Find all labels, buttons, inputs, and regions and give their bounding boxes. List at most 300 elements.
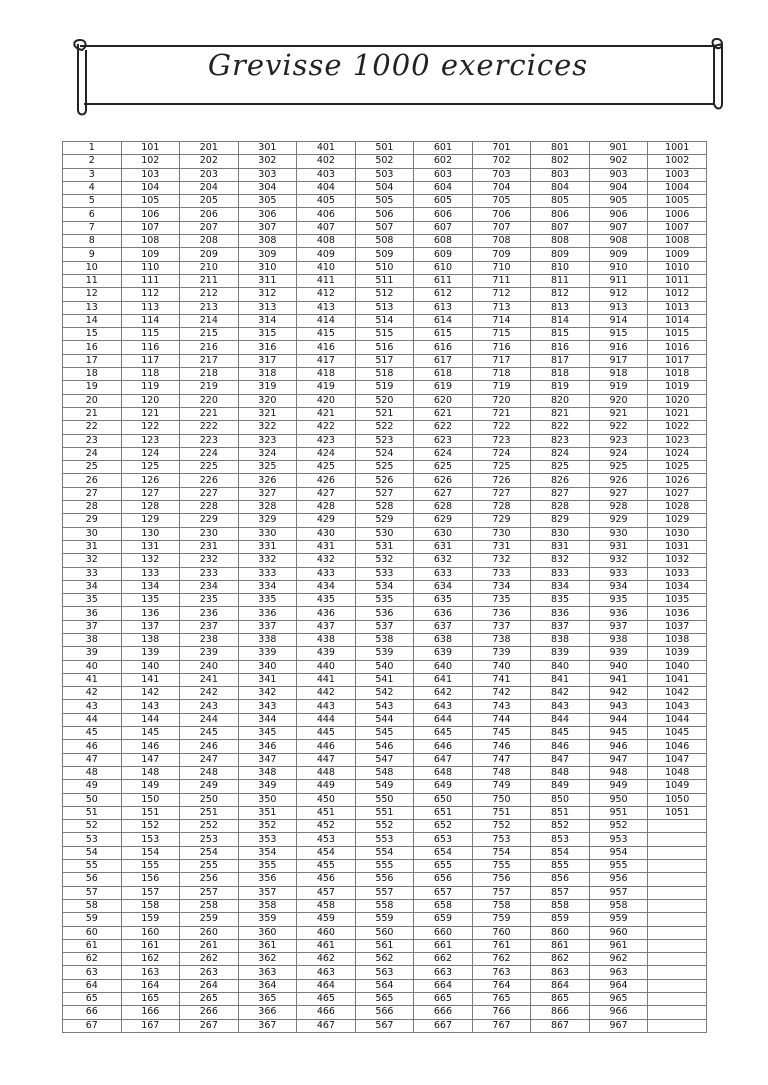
table-cell: 346 (238, 740, 297, 753)
table-cell: 49 (63, 780, 122, 793)
table-cell: 317 (238, 354, 297, 367)
table-cell (648, 820, 707, 833)
table-cell: 458 (297, 899, 356, 912)
table-cell: 832 (531, 554, 590, 567)
table-cell: 1025 (648, 461, 707, 474)
table-row (63, 261, 707, 274)
table-cell: 35 (63, 594, 122, 607)
table-cell (648, 966, 707, 979)
table-cell: 460 (297, 926, 356, 939)
table-cell: 907 (589, 221, 648, 234)
table-cell: 119 (121, 381, 180, 394)
table-cell: 321 (238, 407, 297, 420)
table-cell: 819 (531, 381, 590, 394)
table-cell: 960 (589, 926, 648, 939)
table-cell: 452 (297, 820, 356, 833)
table-row (63, 514, 707, 527)
table-cell: 1017 (648, 354, 707, 367)
table-cell: 1042 (648, 687, 707, 700)
table-cell: 834 (531, 580, 590, 593)
table-cell: 944 (589, 713, 648, 726)
table-cell: 22 (63, 421, 122, 434)
table-cell: 511 (355, 274, 414, 287)
table-cell: 464 (297, 979, 356, 992)
table-cell: 237 (180, 620, 239, 633)
table-cell: 440 (297, 660, 356, 673)
table-cell: 159 (121, 913, 180, 926)
table-cell: 911 (589, 274, 648, 287)
table-cell: 455 (297, 860, 356, 873)
table-cell: 925 (589, 461, 648, 474)
table-cell: 755 (472, 860, 531, 873)
table-cell: 946 (589, 740, 648, 753)
table-cell: 857 (531, 886, 590, 899)
table-cell: 713 (472, 301, 531, 314)
table-cell: 436 (297, 607, 356, 620)
table-cell: 660 (414, 926, 473, 939)
table-cell: 752 (472, 820, 531, 833)
table-cell: 559 (355, 913, 414, 926)
table-cell: 562 (355, 953, 414, 966)
table-cell: 864 (531, 979, 590, 992)
table-cell: 941 (589, 673, 648, 686)
table-cell (648, 979, 707, 992)
table-cell: 439 (297, 647, 356, 660)
table-cell: 540 (355, 660, 414, 673)
table-cell: 308 (238, 235, 297, 248)
table-cell: 1051 (648, 806, 707, 819)
table-cell: 33 (63, 567, 122, 580)
table-cell: 723 (472, 434, 531, 447)
table-cell: 45 (63, 727, 122, 740)
table-cell: 1002 (648, 155, 707, 168)
table-cell: 232 (180, 554, 239, 567)
table-cell: 343 (238, 700, 297, 713)
table-cell: 761 (472, 939, 531, 952)
table-cell: 122 (121, 421, 180, 434)
table-cell: 350 (238, 793, 297, 806)
table-row (63, 860, 707, 873)
table-cell: 410 (297, 261, 356, 274)
table-cell: 720 (472, 394, 531, 407)
table-cell: 7 (63, 221, 122, 234)
table-cell: 712 (472, 288, 531, 301)
table-cell: 751 (472, 806, 531, 819)
table-cell: 736 (472, 607, 531, 620)
table-cell: 903 (589, 168, 648, 181)
table-cell: 446 (297, 740, 356, 753)
table-row (63, 993, 707, 1006)
table-cell: 808 (531, 235, 590, 248)
table-cell: 241 (180, 673, 239, 686)
table-cell: 1001 (648, 142, 707, 155)
table-cell: 42 (63, 687, 122, 700)
table-row (63, 700, 707, 713)
table-cell: 442 (297, 687, 356, 700)
table-cell: 556 (355, 873, 414, 886)
title-banner (68, 34, 728, 120)
table-cell: 1014 (648, 314, 707, 327)
table-row (63, 620, 707, 633)
table-cell: 654 (414, 846, 473, 859)
table-cell: 927 (589, 487, 648, 500)
table-cell: 150 (121, 793, 180, 806)
table-row (63, 168, 707, 181)
table-cell: 364 (238, 979, 297, 992)
table-cell: 137 (121, 620, 180, 633)
table-cell: 763 (472, 966, 531, 979)
table-cell: 413 (297, 301, 356, 314)
table-cell: 611 (414, 274, 473, 287)
table-cell: 139 (121, 647, 180, 660)
table-row (63, 633, 707, 646)
table-cell: 17 (63, 354, 122, 367)
table-cell: 747 (472, 753, 531, 766)
table-cell: 412 (297, 288, 356, 301)
table-cell: 916 (589, 341, 648, 354)
table-cell: 127 (121, 487, 180, 500)
table-row (63, 899, 707, 912)
table-cell: 849 (531, 780, 590, 793)
table-cell: 1049 (648, 780, 707, 793)
table-cell: 243 (180, 700, 239, 713)
table-cell: 429 (297, 514, 356, 527)
page-title: Grevisse 1000 exercices (207, 48, 589, 82)
table-cell: 938 (589, 633, 648, 646)
table-cell: 12 (63, 288, 122, 301)
table-row (63, 181, 707, 194)
table-cell (648, 846, 707, 859)
table-cell: 727 (472, 487, 531, 500)
table-cell: 158 (121, 899, 180, 912)
table-cell: 335 (238, 594, 297, 607)
table-cell: 707 (472, 221, 531, 234)
table-cell: 558 (355, 899, 414, 912)
table-cell: 329 (238, 514, 297, 527)
table-cell: 207 (180, 221, 239, 234)
table-cell: 267 (180, 1019, 239, 1032)
table-cell: 349 (238, 780, 297, 793)
table-cell: 922 (589, 421, 648, 434)
table-cell: 863 (531, 966, 590, 979)
table-cell: 624 (414, 447, 473, 460)
table-cell: 55 (63, 860, 122, 873)
table-cell: 165 (121, 993, 180, 1006)
table-cell: 1048 (648, 766, 707, 779)
table-row (63, 939, 707, 952)
table-cell: 362 (238, 953, 297, 966)
table-cell: 632 (414, 554, 473, 567)
table-cell: 801 (531, 142, 590, 155)
table-cell: 653 (414, 833, 473, 846)
table-cell: 616 (414, 341, 473, 354)
table-cell: 615 (414, 328, 473, 341)
table-cell: 250 (180, 793, 239, 806)
table-cell: 310 (238, 261, 297, 274)
table-cell: 307 (238, 221, 297, 234)
table-cell: 352 (238, 820, 297, 833)
table-cell: 27 (63, 487, 122, 500)
table-cell: 605 (414, 195, 473, 208)
table-cell: 965 (589, 993, 648, 1006)
table-cell: 461 (297, 939, 356, 952)
table-cell (648, 886, 707, 899)
table-cell: 218 (180, 368, 239, 381)
table-cell: 626 (414, 474, 473, 487)
table-cell: 601 (414, 142, 473, 155)
table-row (63, 527, 707, 540)
table-cell: 336 (238, 607, 297, 620)
table-cell: 710 (472, 261, 531, 274)
table-cell (648, 913, 707, 926)
table-cell: 906 (589, 208, 648, 221)
table-cell: 115 (121, 328, 180, 341)
table-cell: 847 (531, 753, 590, 766)
table-cell: 133 (121, 567, 180, 580)
table-cell: 726 (472, 474, 531, 487)
table-cell: 865 (531, 993, 590, 1006)
table-cell: 953 (589, 833, 648, 846)
table-cell: 609 (414, 248, 473, 261)
table-cell: 612 (414, 288, 473, 301)
table-cell: 367 (238, 1019, 297, 1032)
table-cell: 1040 (648, 660, 707, 673)
table-cell: 328 (238, 501, 297, 514)
table-cell: 109 (121, 248, 180, 261)
table-cell: 716 (472, 341, 531, 354)
table-cell: 639 (414, 647, 473, 660)
table-cell: 638 (414, 633, 473, 646)
table-cell: 236 (180, 607, 239, 620)
table-cell: 830 (531, 527, 590, 540)
table-cell: 257 (180, 886, 239, 899)
table-cell: 715 (472, 328, 531, 341)
table-cell: 360 (238, 926, 297, 939)
table-cell: 1041 (648, 673, 707, 686)
table-cell: 655 (414, 860, 473, 873)
table-cell: 6 (63, 208, 122, 221)
table-cell: 444 (297, 713, 356, 726)
table-row (63, 328, 707, 341)
table-cell: 619 (414, 381, 473, 394)
table-cell: 860 (531, 926, 590, 939)
table-cell: 656 (414, 873, 473, 886)
table-cell: 426 (297, 474, 356, 487)
table-cell: 948 (589, 766, 648, 779)
table-cell: 550 (355, 793, 414, 806)
table-cell: 325 (238, 461, 297, 474)
table-cell: 517 (355, 354, 414, 367)
table-cell: 728 (472, 501, 531, 514)
table-cell: 650 (414, 793, 473, 806)
table-cell: 749 (472, 780, 531, 793)
table-cell: 917 (589, 354, 648, 367)
table-row (63, 913, 707, 926)
table-row (63, 647, 707, 660)
table-cell: 221 (180, 407, 239, 420)
table-cell: 823 (531, 434, 590, 447)
table-cell: 244 (180, 713, 239, 726)
table-cell: 1016 (648, 341, 707, 354)
table-cell: 143 (121, 700, 180, 713)
table-row (63, 727, 707, 740)
table-cell: 247 (180, 753, 239, 766)
table-cell: 311 (238, 274, 297, 287)
table-cell: 23 (63, 434, 122, 447)
table-cell: 3 (63, 168, 122, 181)
table-cell: 840 (531, 660, 590, 673)
table-cell: 921 (589, 407, 648, 420)
table-cell: 534 (355, 580, 414, 593)
table-cell: 1007 (648, 221, 707, 234)
table-cell: 1023 (648, 434, 707, 447)
table-cell: 320 (238, 394, 297, 407)
table-cell: 644 (414, 713, 473, 726)
table-row (63, 780, 707, 793)
table-cell: 828 (531, 501, 590, 514)
table-cell: 703 (472, 168, 531, 181)
table-cell: 515 (355, 328, 414, 341)
table-cell: 557 (355, 886, 414, 899)
table-cell: 162 (121, 953, 180, 966)
table-cell: 507 (355, 221, 414, 234)
table-cell: 254 (180, 846, 239, 859)
table-cell: 331 (238, 540, 297, 553)
table-cell: 145 (121, 727, 180, 740)
table-row (63, 461, 707, 474)
table-cell: 64 (63, 979, 122, 992)
table-cell: 836 (531, 607, 590, 620)
table-cell: 508 (355, 235, 414, 248)
table-cell: 929 (589, 514, 648, 527)
table-cell: 14 (63, 314, 122, 327)
table-cell: 20 (63, 394, 122, 407)
table-cell: 544 (355, 713, 414, 726)
table-cell: 940 (589, 660, 648, 673)
table-cell: 1050 (648, 793, 707, 806)
table-cell: 427 (297, 487, 356, 500)
table-row (63, 660, 707, 673)
table-cell: 21 (63, 407, 122, 420)
table-cell: 831 (531, 540, 590, 553)
table-row (63, 820, 707, 833)
table-cell: 745 (472, 727, 531, 740)
table-cell: 1028 (648, 501, 707, 514)
table-cell: 804 (531, 181, 590, 194)
table-cell: 812 (531, 288, 590, 301)
table-cell: 125 (121, 461, 180, 474)
table-cell: 512 (355, 288, 414, 301)
table-cell: 731 (472, 540, 531, 553)
table-cell: 366 (238, 1006, 297, 1019)
table-cell: 815 (531, 328, 590, 341)
table-cell (648, 899, 707, 912)
table-cell: 744 (472, 713, 531, 726)
table-cell (648, 953, 707, 966)
table-cell: 657 (414, 886, 473, 899)
table-cell: 641 (414, 673, 473, 686)
table-cell: 560 (355, 926, 414, 939)
table-cell: 260 (180, 926, 239, 939)
table-cell: 561 (355, 939, 414, 952)
table-cell: 138 (121, 633, 180, 646)
table-cell: 909 (589, 248, 648, 261)
table-cell: 932 (589, 554, 648, 567)
table-cell: 543 (355, 700, 414, 713)
table-cell: 738 (472, 633, 531, 646)
table-cell: 811 (531, 274, 590, 287)
table-cell: 902 (589, 155, 648, 168)
table-cell: 546 (355, 740, 414, 753)
table-cell: 706 (472, 208, 531, 221)
table-cell: 314 (238, 314, 297, 327)
table-cell: 855 (531, 860, 590, 873)
table-cell: 914 (589, 314, 648, 327)
table-cell: 59 (63, 913, 122, 926)
table-cell: 630 (414, 527, 473, 540)
table-cell: 553 (355, 833, 414, 846)
table-cell: 229 (180, 514, 239, 527)
table-cell: 1037 (648, 620, 707, 633)
table-cell: 163 (121, 966, 180, 979)
table-cell: 124 (121, 447, 180, 460)
table-cell: 106 (121, 208, 180, 221)
table-cell: 961 (589, 939, 648, 952)
table-cell: 209 (180, 248, 239, 261)
table-cell: 103 (121, 168, 180, 181)
table-row (63, 567, 707, 580)
table-cell: 918 (589, 368, 648, 381)
table-cell: 764 (472, 979, 531, 992)
table-cell: 950 (589, 793, 648, 806)
table-cell: 345 (238, 727, 297, 740)
table-cell: 807 (531, 221, 590, 234)
table-cell: 861 (531, 939, 590, 952)
table-cell: 552 (355, 820, 414, 833)
table-cell: 664 (414, 979, 473, 992)
table-cell: 846 (531, 740, 590, 753)
table-cell: 130 (121, 527, 180, 540)
table-cell: 164 (121, 979, 180, 992)
table-cell: 1011 (648, 274, 707, 287)
table-cell: 529 (355, 514, 414, 527)
table-row (63, 381, 707, 394)
table-cell: 659 (414, 913, 473, 926)
table-cell: 539 (355, 647, 414, 660)
table-cell: 1012 (648, 288, 707, 301)
table-cell: 330 (238, 527, 297, 540)
table-cell: 504 (355, 181, 414, 194)
table-cell: 722 (472, 421, 531, 434)
table-cell: 454 (297, 846, 356, 859)
table-cell: 817 (531, 354, 590, 367)
table-cell: 835 (531, 594, 590, 607)
table-cell: 730 (472, 527, 531, 540)
table-cell: 613 (414, 301, 473, 314)
table-cell: 537 (355, 620, 414, 633)
table-cell: 242 (180, 687, 239, 700)
table-cell: 50 (63, 793, 122, 806)
table-cell: 1003 (648, 168, 707, 181)
table-cell: 566 (355, 1006, 414, 1019)
table-cell: 628 (414, 501, 473, 514)
table-row (63, 554, 707, 567)
table-cell: 522 (355, 421, 414, 434)
table-cell: 136 (121, 607, 180, 620)
table-cell: 428 (297, 501, 356, 514)
table-cell: 404 (297, 181, 356, 194)
table-cell: 663 (414, 966, 473, 979)
